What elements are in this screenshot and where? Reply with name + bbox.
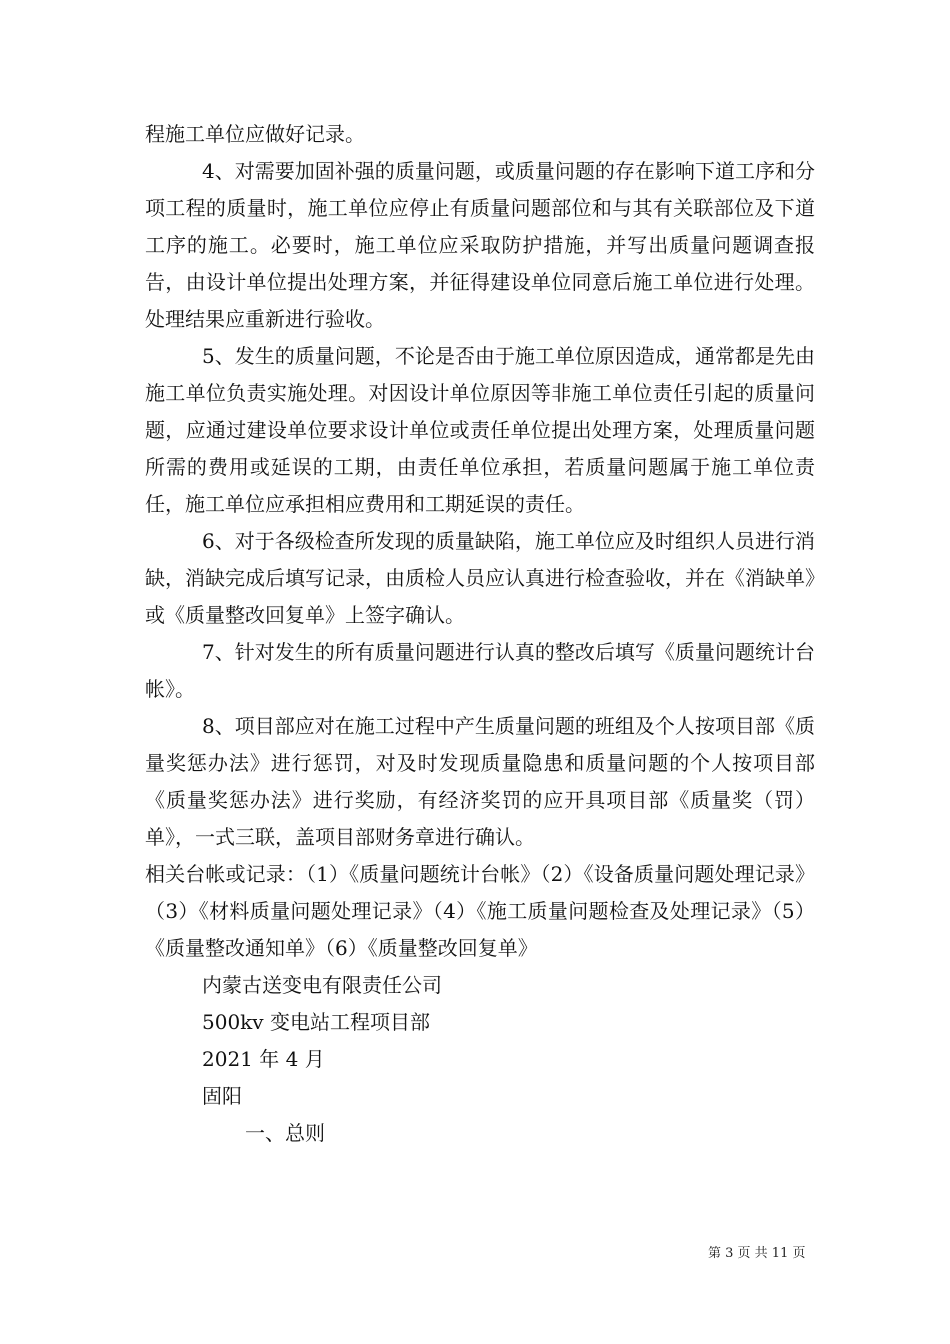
paragraph-related-records: 相关台帐或记录：（1）《质量问题统计台帐》（2）《设备质量问题处理记录》（3）《材料质量问题处理记录》（4）《施工质量问题检查及处理记录》（5）《质量整改通知单》（6）《质量整改回复单》 (145, 862, 815, 960)
document-body (145, 116, 815, 1152)
signature-place: 固阳 (202, 1084, 242, 1108)
section-heading: 一、总则 (245, 1121, 325, 1145)
signature-date: 2021 年 4 月 (202, 1047, 325, 1071)
paragraph-item-4: 4、对需要加固补强的质量问题，或质量问题的存在影响下道工序和分项工程的质量时，施工单位应停止有质量问题部位和与其有关联部位及下道工序的施工。必要时，施工单位应采取防护措施，并写出质量问题调查报告，由设计单位提出处理方案，并征得建设单位同意后施工单位进行处理。处理结果应重新进行验收。 (145, 159, 815, 331)
signature-department: 500kv 变电站工程项目部 (202, 1010, 430, 1034)
paragraph-item-7: 7、针对发生的所有质量问题进行认真的整改后填写《质量问题统计台帐》。 (145, 640, 815, 701)
paragraph-item-5: 5、发生的质量问题，不论是否由于施工单位原因造成，通常都是先由施工单位负责实施处理。对因设计单位原因等非施工单位责任引起的质量问题，应通过建设单位要求设计单位或责任单位提出处理方案，处理质量问题所需的费用或延误的工期，由责任单位承担，若质量问题属于施工单位责任，施工单位应承担相应费用和工期延误的责任。 (145, 344, 815, 516)
paragraph-item-6: 6、对于各级检查所发现的质量缺陷，施工单位应及时组织人员进行消缺，消缺完成后填写记录，由质检人员应认真进行检查验收，并在《消缺单》或《质量整改回复单》上签字确认。 (145, 529, 815, 627)
paragraph-item-8: 8、项目部应对在施工过程中产生质量问题的班组及个人按项目部《质量奖惩办法》进行惩罚，对及时发现质量隐患和质量问题的个人按项目部《质量奖惩办法》进行奖励，有经济奖罚的应开具项目部《质量奖（罚）单》，一式三联，盖项目部财务章进行确认。 (145, 714, 815, 849)
paragraph-continuation: 程施工单位应做好记录。 (145, 122, 365, 146)
page-number-footer: 第 3 页 共 11 页 (708, 1246, 806, 1261)
signature-company: 内蒙古送变电有限责任公司 (202, 973, 442, 997)
